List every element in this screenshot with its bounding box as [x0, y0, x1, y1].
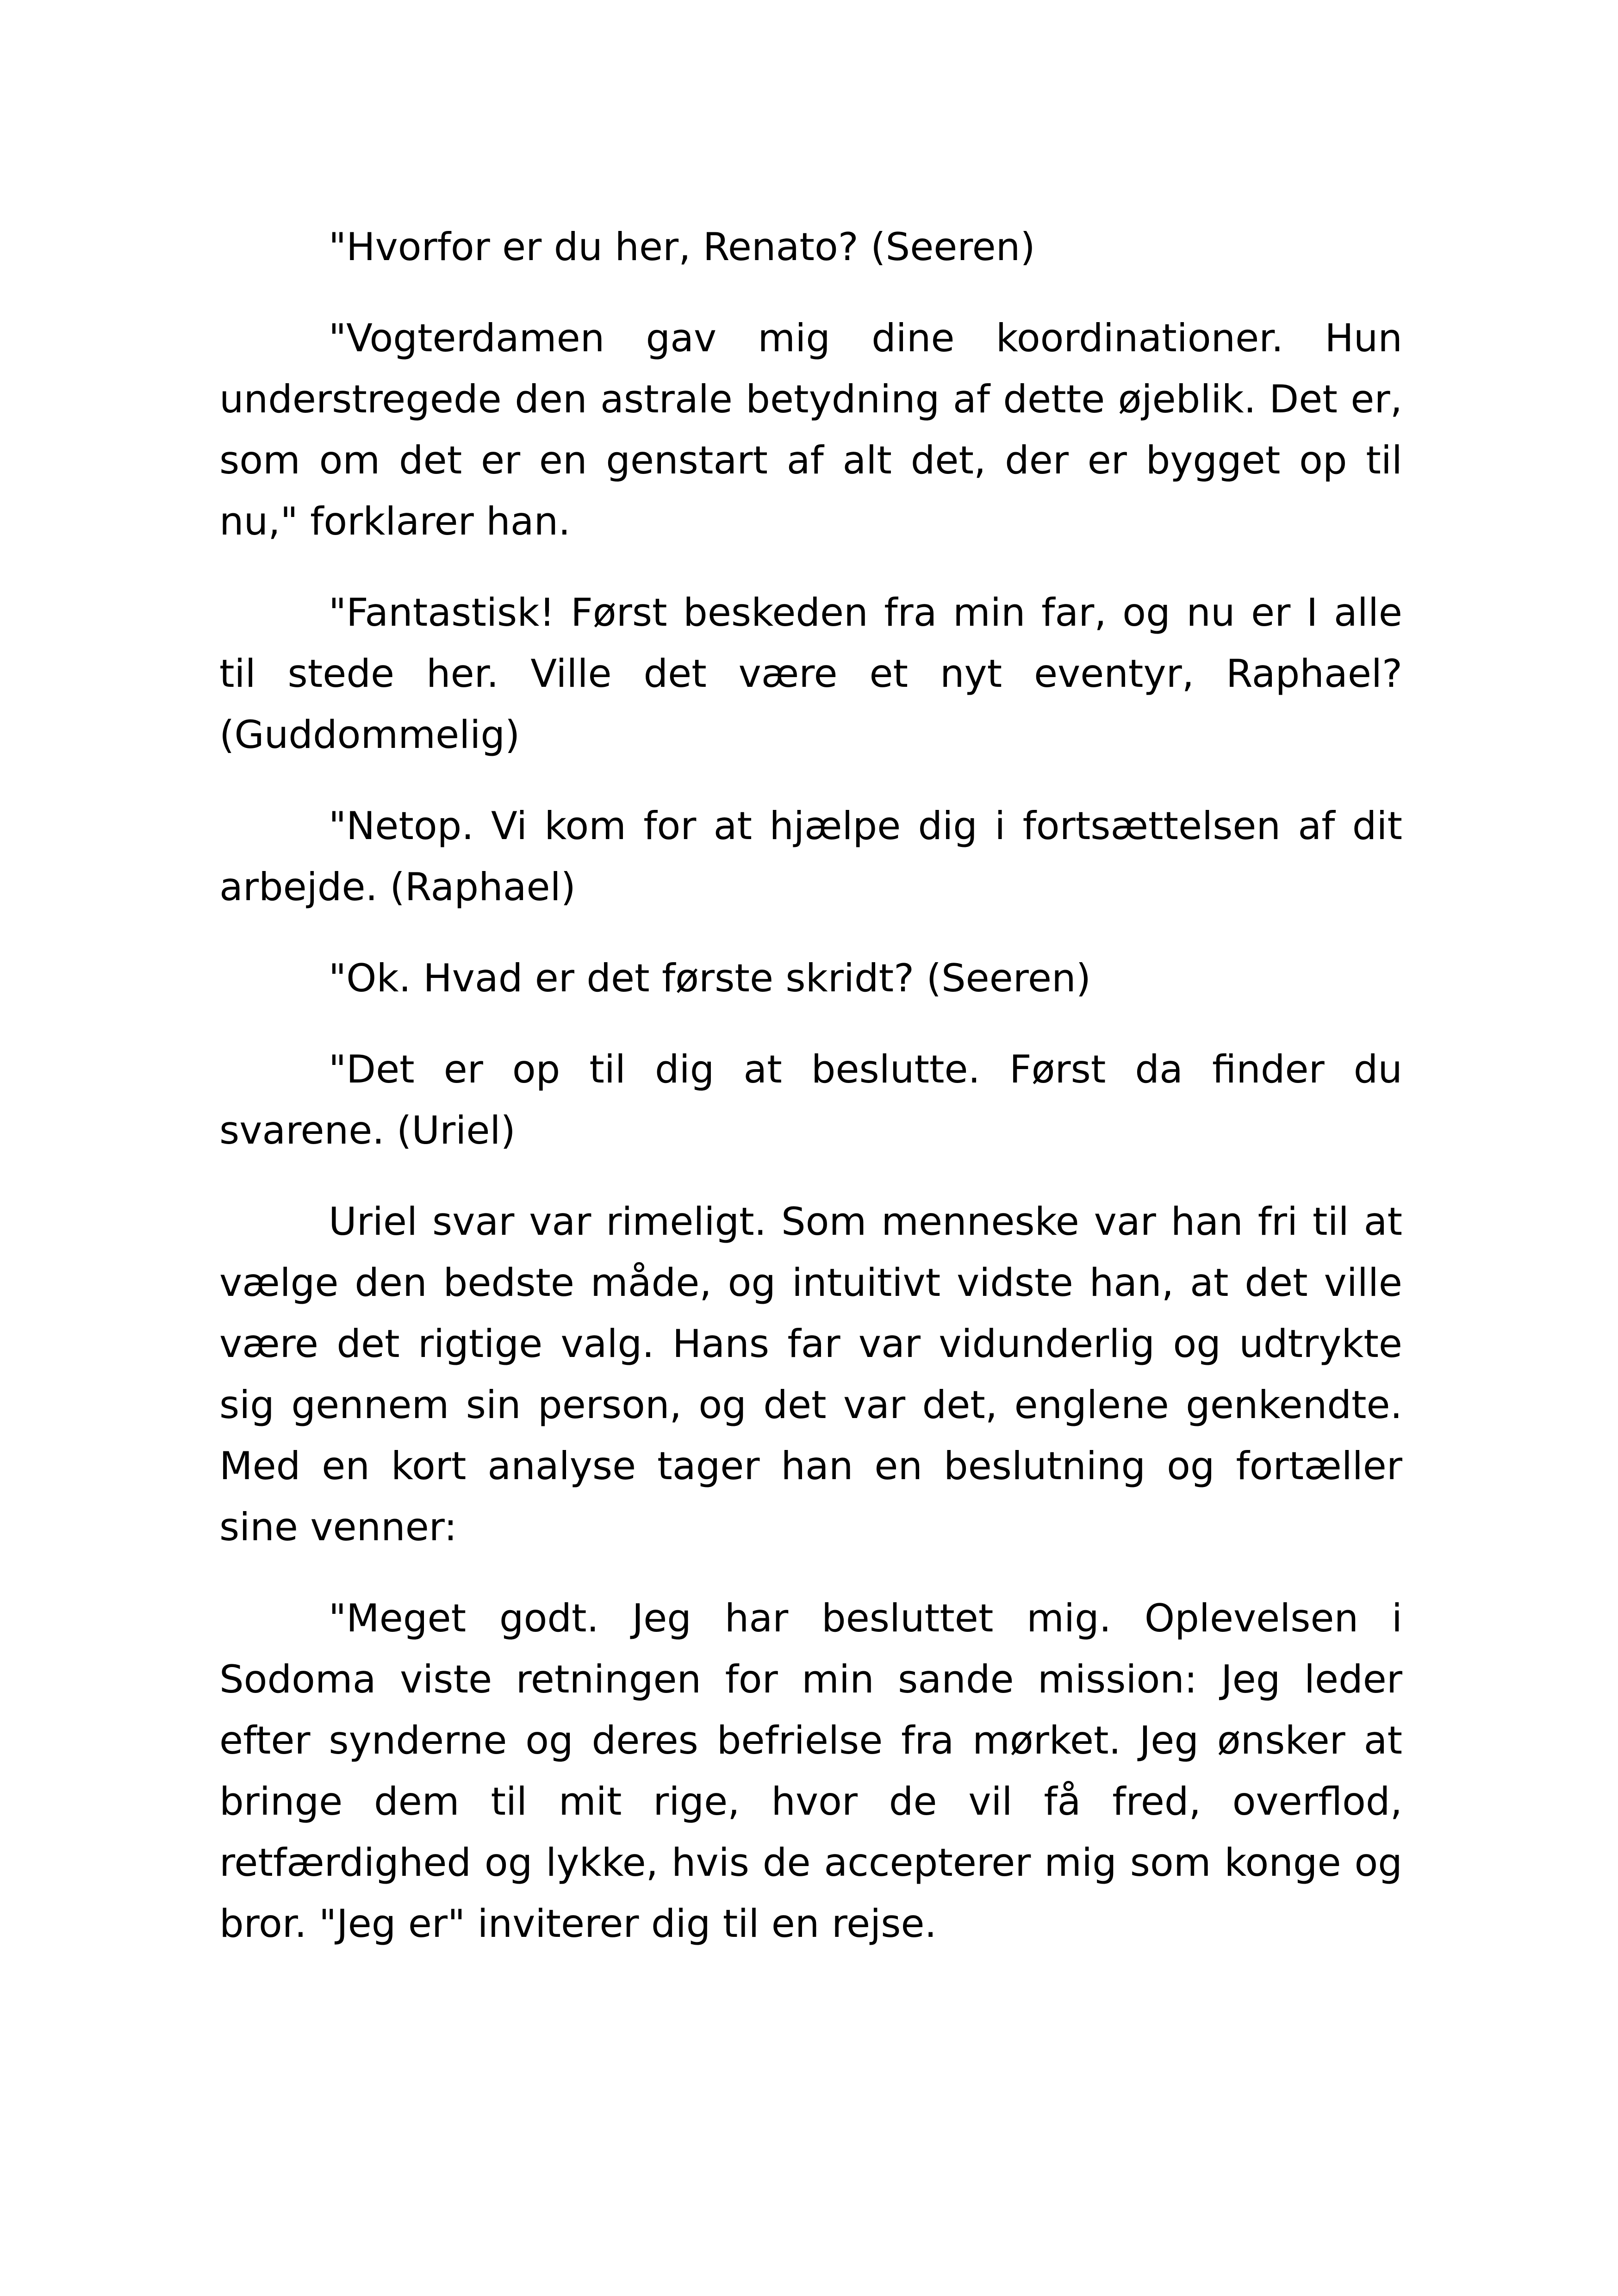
paragraph-7: Uriel svar var rimeligt. Som menneske var han fri til at vælge den bedste måde, og intuitivt vidste han, at det ville være det rigtige valg. Hans far var vidunderlig og udtrykte sig gennem sin person, og det var det, englene genkendte. Med en kort analyse tager han en beslutning og fortæller sine venner:: [219, 1199, 1402, 1549]
paragraph-5: "Ok. Hvad er det første skridt? (Seeren): [329, 956, 1091, 1001]
document-body: [219, 217, 1402, 1985]
paragraph-1: "Hvorfor er du her, Renato? (Seeren): [329, 224, 1035, 269]
paragraph-2: "Vogterdamen gav mig dine koordinationer. Hun understregede den astrale betydning af dette øjeblik. Det er, som om det er en genstart af alt det, der er bygget op til nu," forklarer han.: [219, 316, 1402, 544]
paragraph-4: "Netop. Vi kom for at hjælpe dig i fortsættelsen af dit arbejde. (Raphael): [219, 803, 1402, 909]
paragraph-8: "Meget godt. Jeg har besluttet mig. Oplevelsen i Sodoma viste retningen for min sande mission: Jeg leder efter synderne og deres befrielse fra mørket. Jeg ønsker at bringe dem til mit rige, hvor de vil få fred, overflod, retfærdighed og lykke, hvis de accepterer mig som konge og bror. "Jeg er" inviterer dig til en rejse.: [219, 1596, 1402, 1946]
paragraph-6: "Det er op til dig at beslutte. Først da finder du svarene. (Uriel): [219, 1047, 1402, 1153]
paragraph-3: "Fantastisk! Først beskeden fra min far, og nu er I alle til stede her. Ville det være et nyt eventyr, Raphael? (Guddommelig): [219, 590, 1402, 757]
